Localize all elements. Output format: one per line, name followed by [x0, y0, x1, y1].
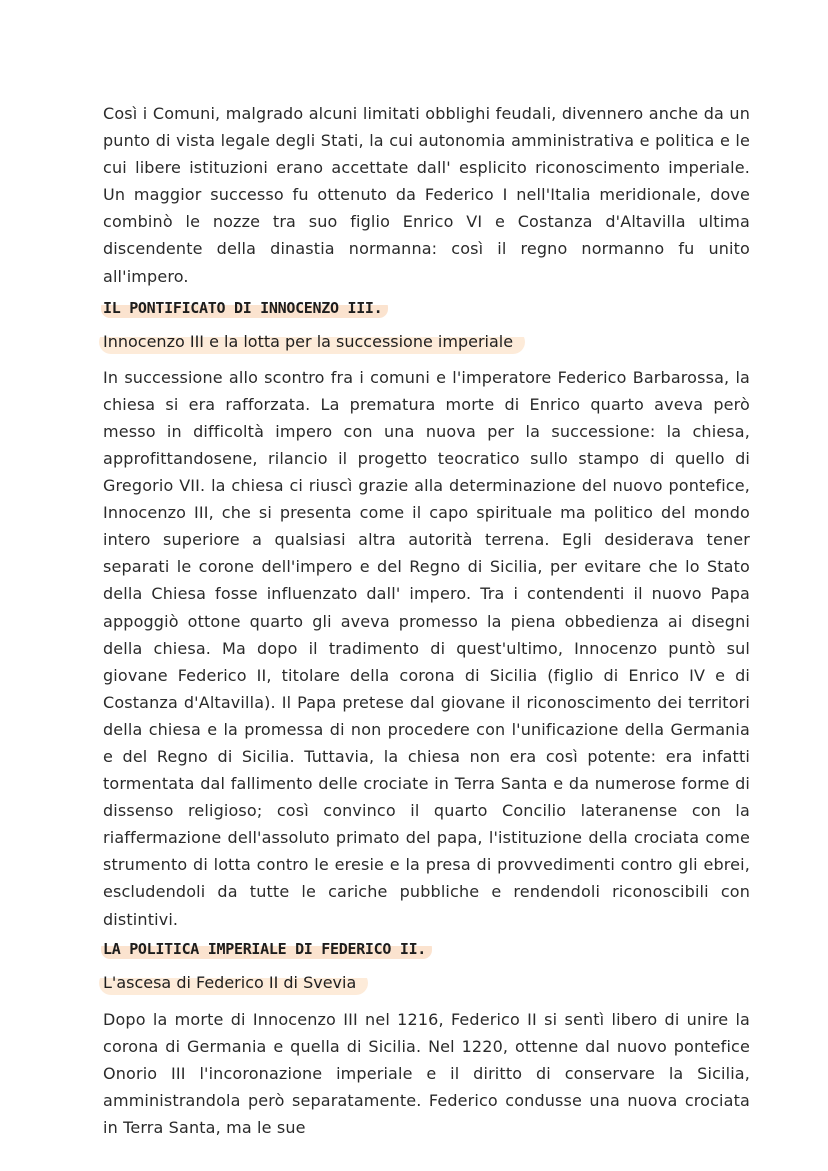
paragraph-federico: Dopo la morte di Innocenzo III nel 1216, Federico II si sentì libero di unire la corona di Germania e quella di Sicilia. Nel 1220, ottenne dal nuovo pontefice Onorio III l'incoronazione imperiale e il diritto di conservare la Sicilia, amministrandola però separatamente. Federico condusse una nuova crociata in Terra Santa, ma le sue: [103, 1009, 750, 1137]
paragraph-innocenzo: In successione allo scontro fra i comuni e l'imperatore Federico Barbarossa, la chiesa si era rafforzata. La prematura morte di Enrico quarto aveva però messo in difficoltà impero con una nuova per la successione: la chiesa, approfittandosene, rilancio il progetto teocratico sullo stampo di quello di Gregorio VII. la chiesa ci riuscì grazie alla determinazione del nuovo pontefice, Innocenzo III, che si presenta come il capo spirituale ma politico del mondo intero superiore a qualsiasi altra autorità terrena. Egli desiderava tener separati le corone dell'impero e del Regno di Sicilia, per evitare che lo Stato della Chiesa fosse influenzato dall' impero. Tra i contendenti il nuovo Papa appoggiò ottone quarto gli aveva promesso la piena obbedienza ai disegni della chiesa. Ma dopo il tradimento di quest'ultimo, Innocenzo puntò sul giovane Federico II, titolare della corona di Sicilia (figlio di Enrico IV e di Costanza d'Altavilla). Il Papa pretese dal giovane il riconoscimento dei territori della chiesa e la promessa di non procedere con l'unificazione della Germania e del Regno di Sicilia. Tuttavia, la chiesa non era così potente: era infatti tormentata dal fallimento delle crociate in Terra Santa e da numerose forme di dissenso religioso; così convinco il quarto Concilio lateranense con la riaffermazione dell'assoluto primato del papa, l'istituzione della crociata come strumento di lotta contro le eresie e la presa di provvedimenti contro gli ebrei, escludendoli da tutte le cariche pubbliche e rendendoli riconoscibili con distintivi.: [103, 367, 750, 929]
subheading-innocenzo-lotta: Innocenzo III e la lotta per la successione imperiale: [99, 330, 525, 354]
subheading-ascesa-federico: L'ascesa di Federico II di Svevia: [99, 971, 368, 995]
section-heading-politica-federico: LA POLITICA IMPERIALE DI FEDERICO II.: [101, 939, 432, 959]
section-heading-pontificato: IL PONTIFICATO DI INNOCENZO III.: [101, 298, 388, 318]
paragraph-comuni: Così i Comuni, malgrado alcuni limitati obblighi feudali, divennero anche da un punto di vista legale degli Stati, la cui autonomia amministrativa e politica e le cui libere istituzioni erano accettate dall' esplicito riconoscimento imperiale. Un maggior successo fu ottenuto da Federico I nell'Italia meridionale, dove combinò le nozze tra suo figlio Enrico VI e Costanza d'Altavilla ultima discendente della dinastia normanna: così il regno normanno fu unito all'impero.: [103, 104, 750, 286]
